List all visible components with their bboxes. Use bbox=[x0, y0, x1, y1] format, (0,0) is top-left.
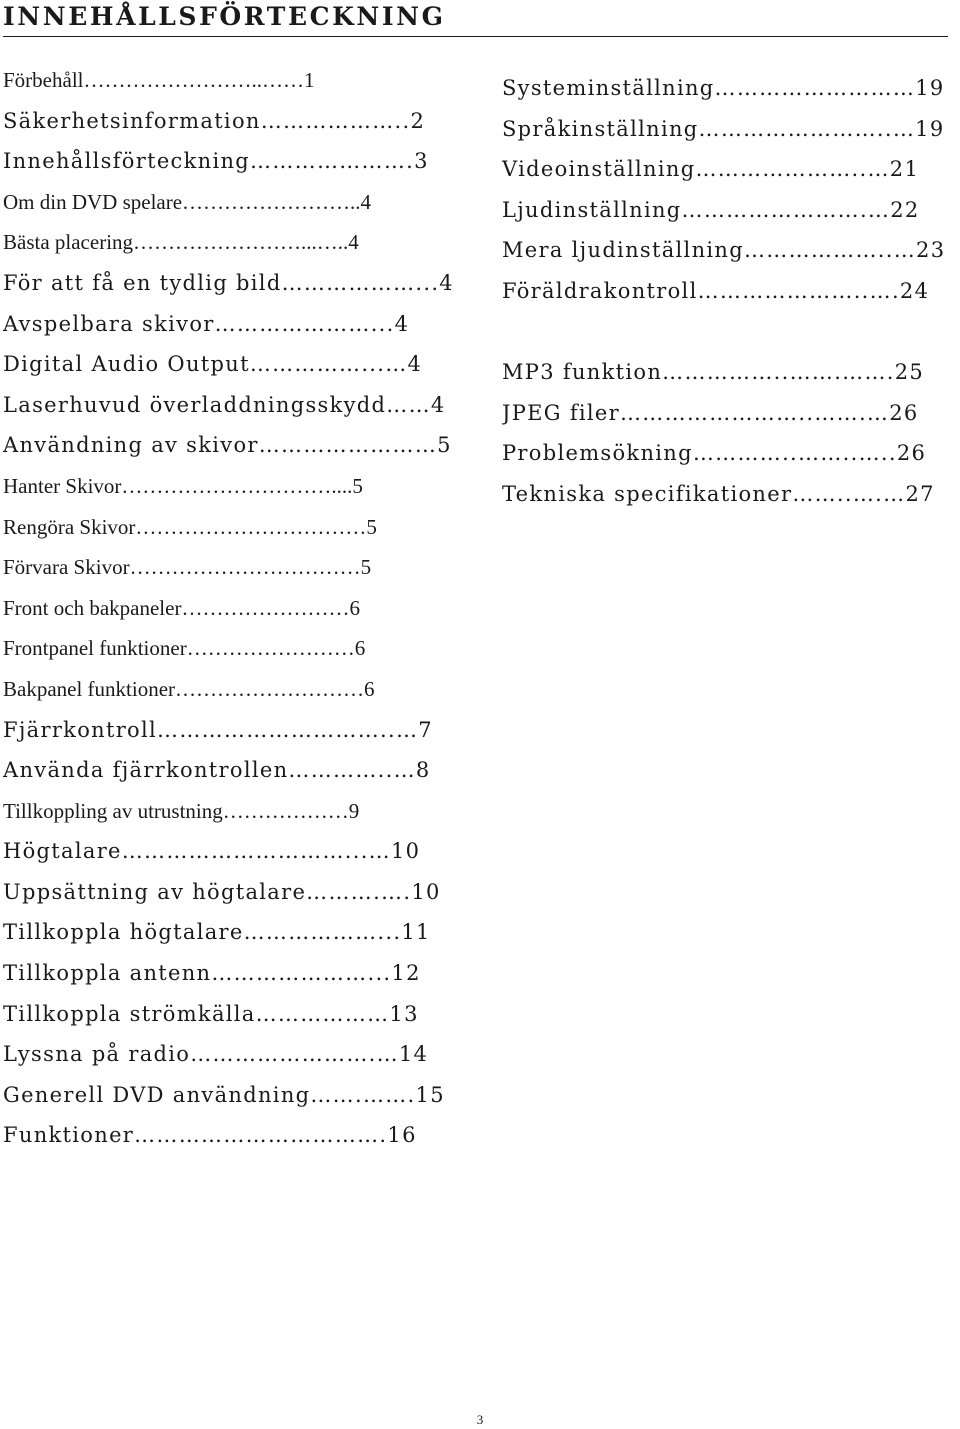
toc-entry: Uppsättning av högtalare……….….10 bbox=[3, 879, 441, 904]
toc-entry: Digital Audio Output……………...…4 bbox=[3, 352, 423, 377]
toc-entry: Frontpanel funktioner……………………6 bbox=[3, 636, 366, 661]
toc-entry: Föräldrakontroll…………………..….24 bbox=[502, 278, 930, 303]
page-number: 3 bbox=[476, 1412, 484, 1427]
toc-entry: Tillkoppla antenn…………………...12 bbox=[3, 961, 421, 986]
toc-entry: Språkinställning……………………..…19 bbox=[502, 116, 945, 141]
toc-entry: Bakpanel funktioner………………………6 bbox=[3, 676, 375, 701]
toc-entry: MP3 funktion……………..…….…….25 bbox=[502, 360, 925, 385]
toc-entry: Högtalare…………………………...…10 bbox=[3, 839, 421, 864]
toc-entry: Avspelbara skivor…………………...4 bbox=[3, 311, 410, 336]
toc-entry: Om din DVD spelare……………………..4 bbox=[3, 189, 372, 214]
toc-entry: Laserhuvud överladdningsskydd……4 bbox=[3, 392, 446, 417]
toc-entry: Front och bakpaneler……………………6 bbox=[3, 595, 360, 620]
title-underline bbox=[3, 36, 948, 37]
toc-entry: Förbehåll……………………..……1 bbox=[3, 68, 315, 92]
toc-entry: Videoinställning…………………..…21 bbox=[502, 157, 920, 182]
toc-entry: Tillkoppla strömkälla………………13 bbox=[3, 1001, 419, 1026]
toc-entry: Mera ljudinställning………………..…23 bbox=[502, 238, 946, 263]
toc-entry: Bästa placering……………………...…..4 bbox=[3, 230, 359, 255]
toc-entry: JPEG filer……………………..…….…26 bbox=[502, 400, 919, 425]
toc-entry: Fjärrkontroll…………………………..…7 bbox=[3, 717, 433, 742]
toc-entry: Generell DVD användning…….…….15 bbox=[3, 1082, 445, 1107]
toc-entry: Problemsökning…………..……..…..26 bbox=[502, 441, 927, 466]
toc-entry: Användning av skivor……………………5 bbox=[3, 433, 452, 458]
toc-entry: Tekniska specifikationer……..….…27 bbox=[502, 481, 935, 506]
toc-entry: Rengöra Skivor……………………………5 bbox=[3, 514, 377, 539]
toc-left-column bbox=[3, 60, 473, 1156]
toc-entry: Förvara Skivor……………………………5 bbox=[3, 555, 372, 580]
toc-entry: Säkerhetsinformation………………..2 bbox=[3, 108, 426, 133]
toc-entry: Lyssna på radio…………………….…14 bbox=[3, 1042, 429, 1067]
toc-entry: Systeminställning………………………19 bbox=[502, 76, 945, 100]
toc-entry: Tillkoppla högtalare………………...11 bbox=[3, 920, 431, 945]
toc-entry: Använda fjärrkontrollen…………..…8 bbox=[3, 758, 431, 783]
toc-entry: Tillkoppling av utrustning………………9 bbox=[3, 798, 360, 823]
toc-entry: Funktioner…………………………….16 bbox=[3, 1123, 417, 1148]
toc-entry: Ljudinställning…………………….…22 bbox=[502, 197, 920, 222]
page-title: INNEHÅLLSFÖRTECKNING bbox=[3, 2, 446, 31]
toc-entry: Innehållsförteckning………………….3 bbox=[3, 149, 429, 174]
toc-spacer bbox=[502, 312, 958, 353]
toc-right-column bbox=[502, 68, 958, 515]
toc-entry: Hanter Skivor…………………………....5 bbox=[3, 473, 363, 498]
toc-entry: För att få en tydlig bild………………...4 bbox=[3, 270, 454, 295]
